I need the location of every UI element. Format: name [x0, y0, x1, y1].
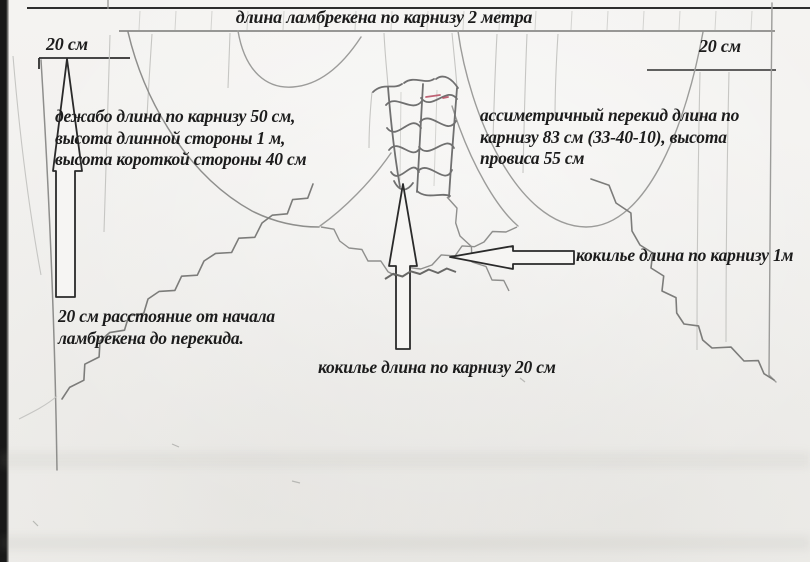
jabot-note — [55, 106, 306, 171]
jabot-note-line1: дежабо длина по карнизу 50 см, — [55, 106, 296, 126]
distance-note-line2: ламбрекена до перекида. — [58, 327, 244, 348]
right-20cm-label: 20 см — [699, 36, 741, 56]
distance-note-line1: 20 см расстояние от начала — [58, 306, 275, 326]
cockle-ruffle — [373, 77, 458, 197]
swag-note — [480, 105, 739, 170]
cockle-up-arrow-icon — [389, 184, 417, 349]
left-20cm-label: 20 см — [46, 34, 88, 54]
jabot-note-line2: высота длинной стороны 1 м, — [55, 127, 286, 148]
cornice-length-label: длина ламбрекена по карнизу 2 метра — [235, 7, 533, 27]
distance-note — [58, 306, 275, 349]
jabot-note-line3: высота короткой стороны 40 см — [55, 149, 307, 169]
left-measure-bracket — [39, 58, 130, 69]
cockle-1m-label: кокилье длина по карнизу 1м — [576, 245, 794, 265]
cockle-left-arrow-icon — [450, 246, 574, 269]
swag-note-line3: провиса 55 см — [480, 148, 585, 168]
red-pen-mark — [426, 95, 440, 97]
scan-border-left — [0, 0, 9, 562]
swag-note-line1: ассиметричный перекид длина по — [480, 105, 740, 125]
cockle-20cm-label: кокилье длина по карнизу 20 см — [318, 357, 556, 377]
jabot-up-arrow-icon — [53, 59, 82, 297]
swag-note-line2: карнизу 83 см (33-40-10), высота — [480, 126, 727, 147]
